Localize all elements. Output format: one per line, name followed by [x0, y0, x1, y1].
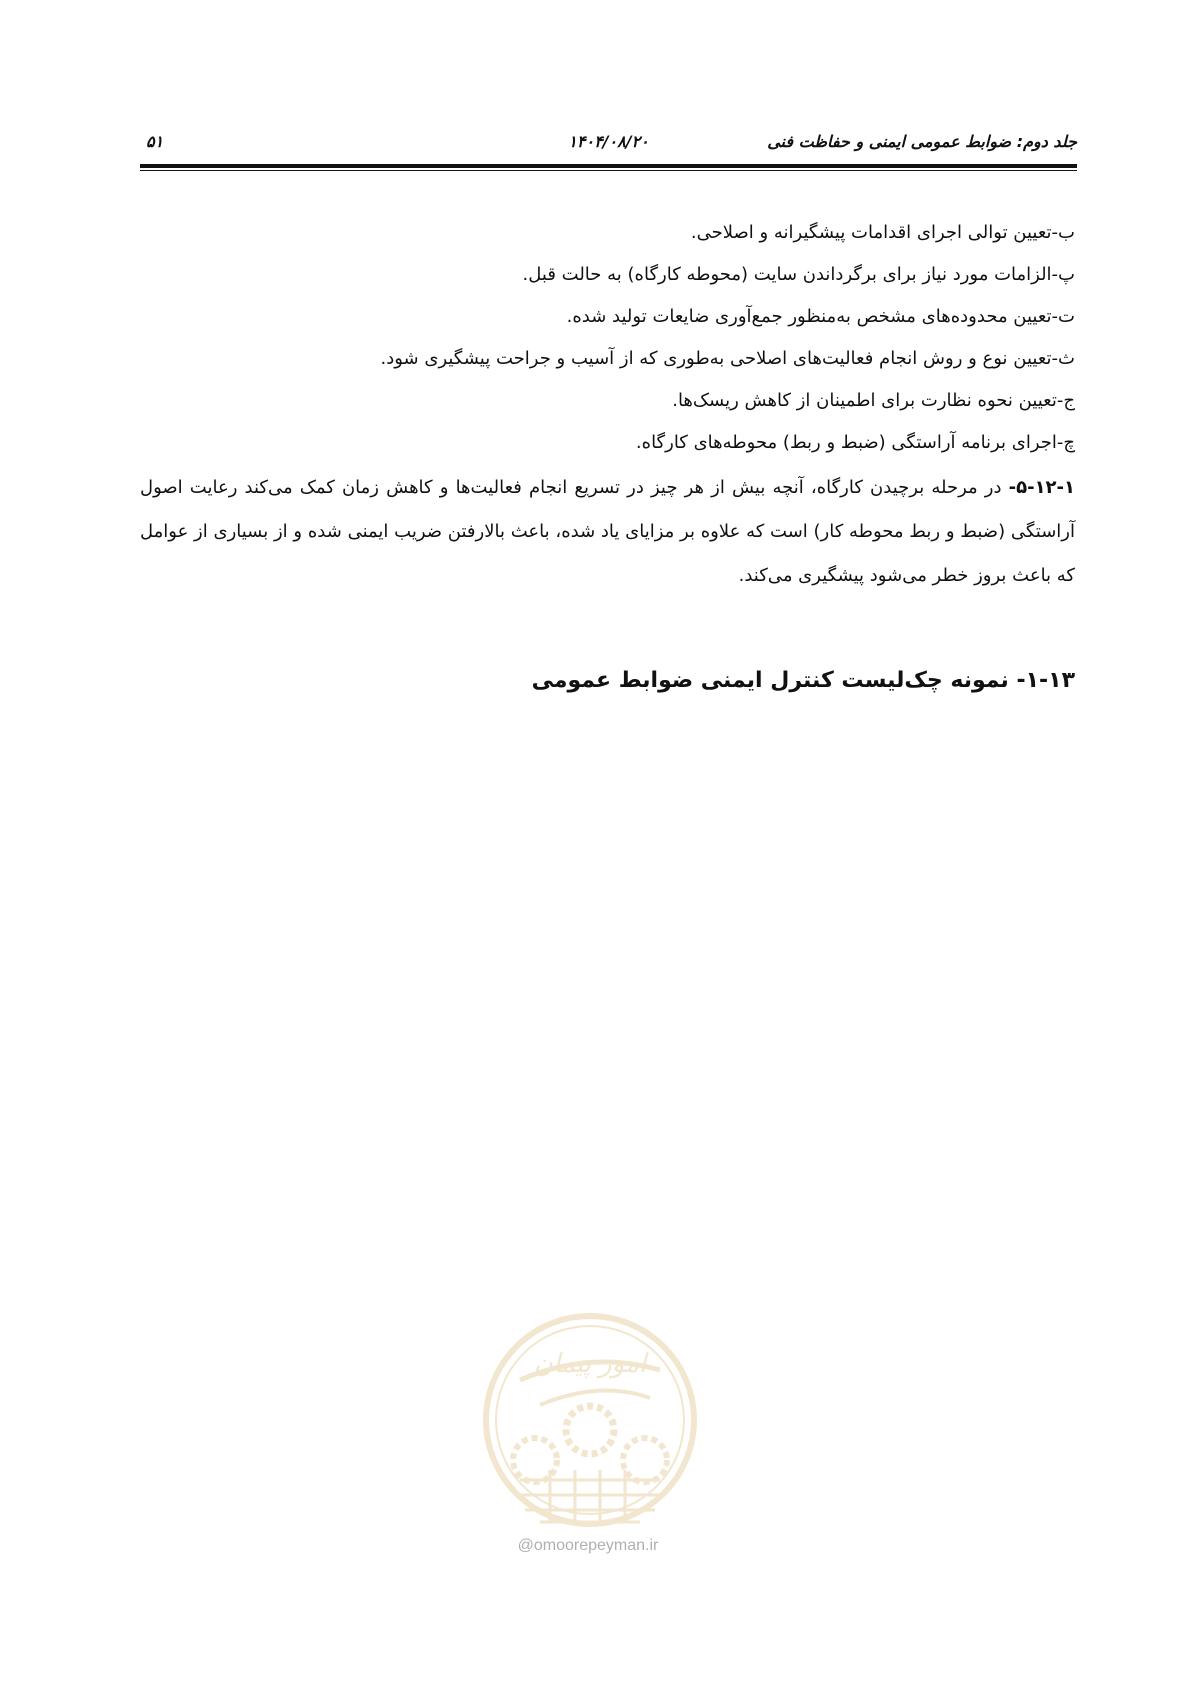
list-item: ب-تعیین توالی اجرای اقدامات پیشگیرانه و اصلاحی.	[690, 222, 1075, 243]
paragraph-text: در مرحله برچیدن کارگاه، آنچه بیش از هر چیز در تسریع انجام فعالیت‌ها و کاهش زمان کمک می‌کند رعایت اصول آراستگی (ضبط و ربط محوطه کار) است که علاوه بر مزایای یاد شده، باعث بالارفتن ضریب ایمنی شده و از بسیاری از عوامل که باعث بروز خطر می‌شود پیشگیری می‌کند.	[140, 477, 1075, 586]
header-date: ۱۴۰۴/۰۸/۲۰	[568, 132, 649, 151]
paragraph	[140, 466, 1075, 598]
header-rule-thick	[140, 164, 1077, 168]
watermark-logo-text: امور پیمان	[533, 1349, 647, 1379]
list-item: ج-تعیین نحوه نظارت برای اطمینان از کاهش ریسک‌ها.	[672, 390, 1075, 411]
watermark-url: @omoorepeyman.ir	[517, 1537, 659, 1554]
list-item: ت-تعیین محدوده‌های مشخص به‌منظور جمع‌آوری ضایعات تولید شده.	[566, 306, 1075, 327]
page-number: ۵۱	[146, 132, 164, 151]
page-header	[140, 124, 1077, 158]
body-content	[140, 212, 1075, 598]
header-rule-thin	[140, 170, 1077, 171]
list-item: پ-الزامات مورد نیاز برای برگرداندن سایت (محوطه کارگاه) به حالت قبل.	[522, 264, 1075, 285]
list-item: چ-اجرای برنامه آراستگی (ضبط و ربط) محوطه‌های کارگاه.	[635, 432, 1075, 453]
list-item: ث-تعیین نوع و روش انجام فعالیت‌های اصلاحی به‌طوری که از آسیب و جراحت پیشگیری شود.	[380, 348, 1075, 369]
section-heading: ۱-۱۳- نمونه چک‌لیست کنترل ایمنی ضوابط عمومی	[531, 668, 1075, 693]
paragraph-number: ۵-۱۲-۱-	[1008, 477, 1075, 498]
header-title: جلد دوم: ضوابط عمومی ایمنی و حفاظت فنی	[767, 132, 1077, 151]
watermark-logo	[480, 1310, 700, 1550]
